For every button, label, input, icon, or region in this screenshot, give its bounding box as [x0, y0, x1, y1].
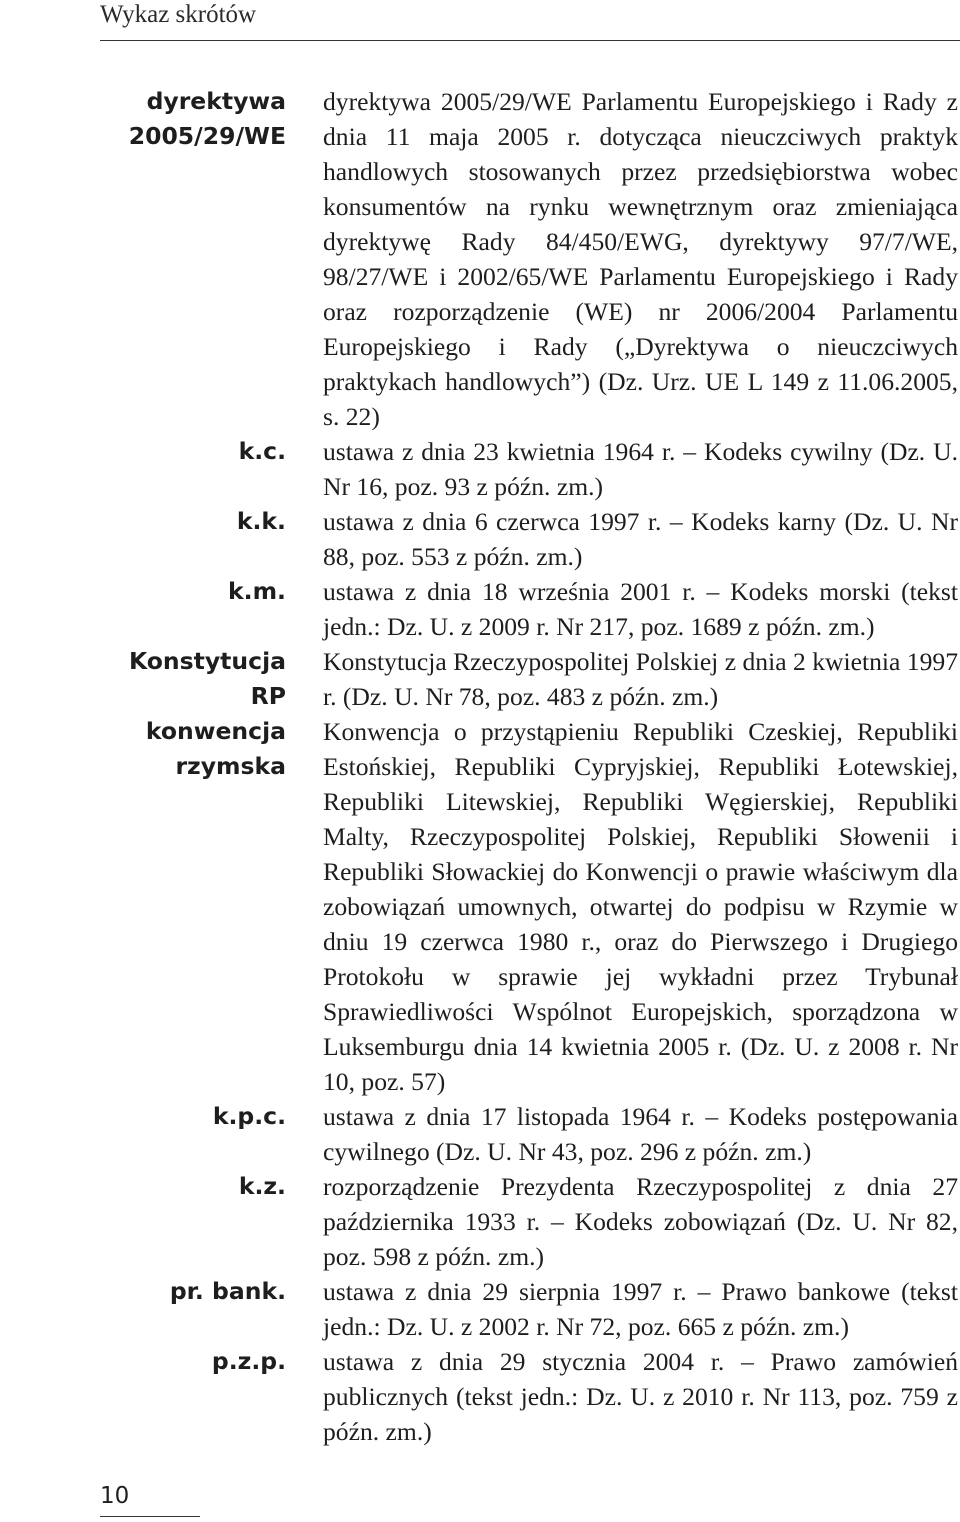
- abbreviation-list: [100, 84, 958, 1449]
- abbreviation-definition: Konwencja o przystąpieniu Republiki Czeskiej, Republiki Estońskiej, Republiki Cypryjskiej, Republiki Łotewskiej, Republiki Litewskiej, Republiki Węgierskiej, Republiki Malty, Rzeczypospolitej Polskiej, Republiki Słowenii i Republiki Słowackiej do Konwencji o prawie właściwym dla zobowiązań umownych, otwartej do podpisu w Rzymie w dniu 19 czerwca 1980 r., oraz do Pierwszego i Drugiego Protokołu w sprawie jej wykładni przez Trybunał Sprawiedliwości Wspólnot Europejskich, sporządzona w Luksemburgu dnia 14 kwietnia 2005 r. (Dz. U. z 2008 r. Nr 10, poz. 57): [323, 717, 958, 1096]
- abbreviation-term: k.z.: [238, 1172, 286, 1200]
- abbreviation-definition: ustawa z dnia 6 czerwca 1997 r. – Kodeks karny (Dz. U. Nr 88, poz. 553 z późn. zm.): [323, 507, 958, 571]
- abbreviation-term: pr. bank.: [169, 1277, 286, 1305]
- running-header-title: Wykaz skrótów: [100, 1, 257, 28]
- abbreviation-term: konwencja rzymska: [145, 717, 286, 780]
- running-header: [100, 0, 960, 41]
- abbreviation-entry: [100, 644, 958, 714]
- abbreviation-entry: [100, 84, 958, 434]
- abbreviation-definition: ustawa z dnia 29 stycznia 2004 r. – Prawo zamówień publicznych (tekst jedn.: Dz. U. z 2010 r. Nr 113, poz. 759 z późn. zm.): [323, 1347, 958, 1446]
- abbreviation-entry: [100, 1169, 958, 1274]
- abbreviation-term: k.m.: [228, 577, 286, 605]
- page-number: 10: [100, 1483, 130, 1509]
- abbreviation-entry: [100, 1274, 958, 1344]
- abbreviation-entry: [100, 1099, 958, 1169]
- abbreviation-definition: Konstytucja Rzeczypospolitej Polskiej z dnia 2 kwietnia 1997 r. (Dz. U. Nr 78, poz. 483 z późn. zm.): [323, 647, 958, 711]
- abbreviation-term: k.k.: [236, 507, 286, 535]
- abbreviation-term: k.p.c.: [212, 1102, 286, 1130]
- abbreviation-definition: dyrektywa 2005/29/WE Parlamentu Europejskiego i Rady z dnia 11 maja 2005 r. dotycząca nieuczciwych praktyk handlowych stosowanych przez przedsiębiorstwa wobec konsumentów na rynku wewnętrznym oraz zmieniająca dyrektywę Rady 84/450/EWG, dyrektywy 97/7/WE, 98/27/WE i 2002/65/WE Parlamentu Europejskiego i Rady oraz rozporządzenie (WE) nr 2006/2004 Parlamentu Europejskiego i Rady („Dyrektywa o nieuczciwych praktykach handlowych”) (Dz. Urz. UE L 149 z 11.06.2005, s. 22): [323, 87, 958, 431]
- page-footer: [100, 1478, 200, 1517]
- abbreviation-entry: [100, 504, 958, 574]
- abbreviation-definition: ustawa z dnia 17 listopada 1964 r. – Kodeks postępowania cywilnego (Dz. U. Nr 43, poz. 296 z późn. zm.): [323, 1102, 958, 1166]
- abbreviation-term: dyrektywa 2005/29/WE: [128, 87, 286, 150]
- abbreviation-entry: [100, 714, 958, 1099]
- abbreviation-term: Konstytucja RP: [128, 647, 286, 710]
- abbreviation-entry: [100, 1344, 958, 1449]
- abbreviation-term: k.c.: [238, 437, 286, 465]
- abbreviation-entry: [100, 574, 958, 644]
- abbreviation-definition: ustawa z dnia 18 września 2001 r. – Kodeks morski (tekst jedn.: Dz. U. z 2009 r. Nr 217, poz. 1689 z późn. zm.): [323, 577, 958, 641]
- abbreviation-definition: rozporządzenie Prezydenta Rzeczypospolitej z dnia 27 października 1933 r. – Kodeks zobowiązań (Dz. U. Nr 82, poz. 598 z późn. zm.): [323, 1172, 958, 1271]
- abbreviation-term: p.z.p.: [211, 1347, 286, 1375]
- abbreviation-definition: ustawa z dnia 29 sierpnia 1997 r. – Prawo bankowe (tekst jedn.: Dz. U. z 2002 r. Nr 72, poz. 665 z późn. zm.): [323, 1277, 958, 1341]
- abbreviation-entry: [100, 434, 958, 504]
- abbreviation-definition: ustawa z dnia 23 kwietnia 1964 r. – Kodeks cywilny (Dz. U. Nr 16, poz. 93 z późn. zm.): [323, 437, 958, 501]
